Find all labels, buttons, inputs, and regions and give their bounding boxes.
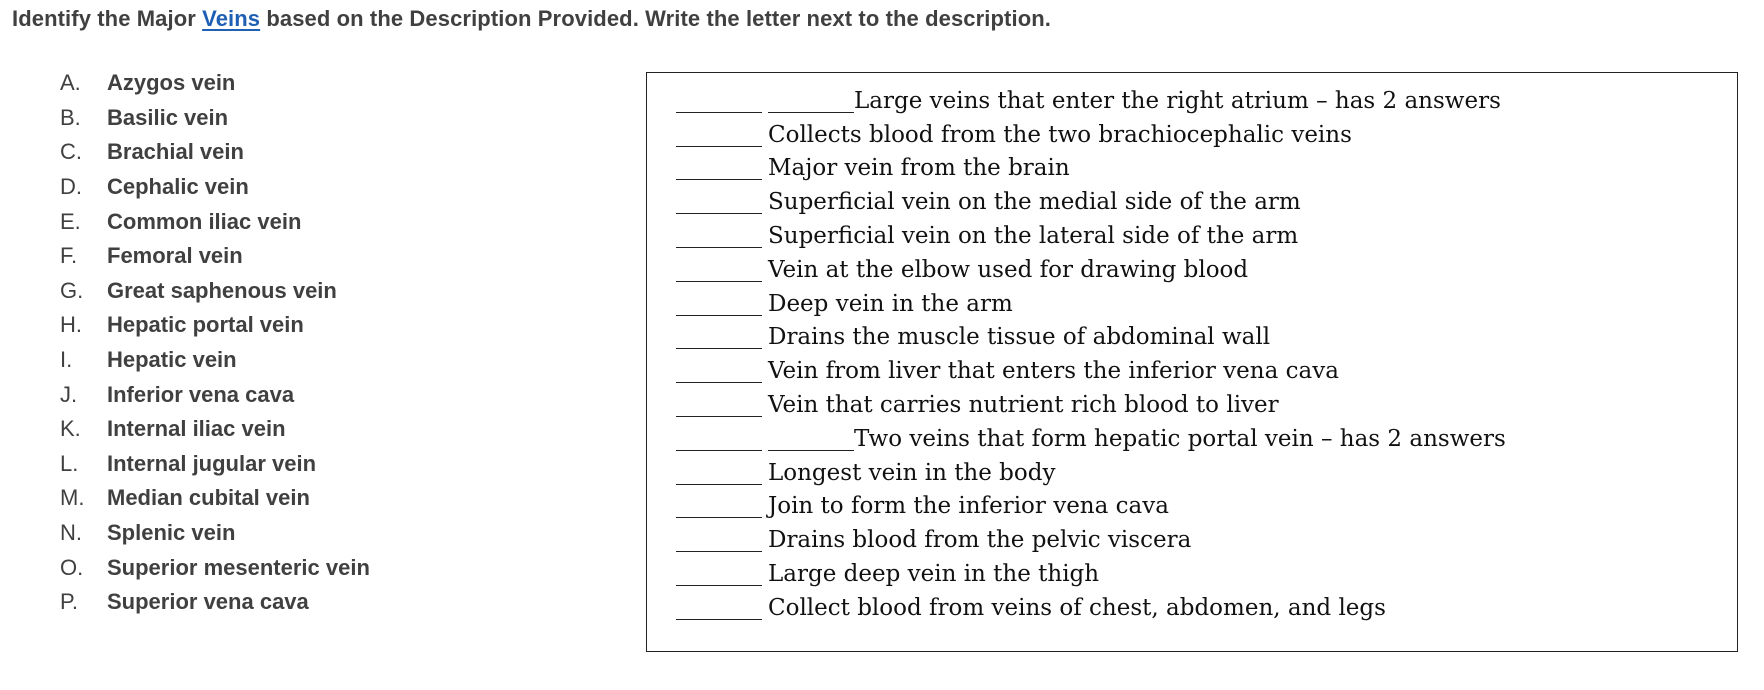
question-item: [676, 83, 1506, 117]
answer-text: Splenic vein: [107, 520, 236, 546]
answer-text: Hepatic portal vein: [107, 312, 304, 338]
answer-item: [60, 516, 370, 551]
answer-blank[interactable]: [676, 493, 762, 518]
question-item: [676, 421, 1506, 455]
answer-letter: D.: [60, 174, 82, 200]
question-text: Drains blood from the pelvic viscera: [768, 527, 1192, 554]
heading-text-end: based on the Description Provided. Write the letter next to the description.: [260, 6, 1051, 31]
answer-item: [60, 101, 370, 136]
answer-item: [60, 481, 370, 516]
answer-blank[interactable]: [676, 291, 762, 316]
answer-text: Azygos vein: [107, 70, 236, 96]
answer-letter: N.: [60, 520, 82, 546]
question-text: Superficial vein on the lateral side of the arm: [768, 222, 1299, 249]
answer-letter: O.: [60, 554, 84, 580]
answer-letter: P.: [60, 589, 78, 615]
answer-blank[interactable]: [676, 223, 762, 248]
answer-blank[interactable]: [676, 358, 762, 383]
question-item: [676, 252, 1506, 286]
answer-text: Inferior vena cava: [107, 381, 295, 407]
answer-blank[interactable]: [676, 324, 762, 349]
answer-letter: I.: [60, 347, 73, 373]
answer-text: Cephalic vein: [107, 174, 249, 200]
question-item: [676, 455, 1506, 489]
question-text: Large veins that enter the right atrium – has 2 answers: [854, 87, 1501, 114]
question-text: Superficial vein on the medial side of the arm: [768, 189, 1301, 216]
question-item: [676, 320, 1506, 354]
answer-item: [60, 274, 370, 309]
answer-blank[interactable]: [676, 426, 762, 451]
question-text: Longest vein in the body: [768, 459, 1056, 486]
answer-blank[interactable]: [676, 460, 762, 485]
answer-letter: A.: [60, 70, 81, 96]
answer-item: [60, 135, 370, 170]
question-text: Collects blood from the two brachiocephalic veins: [768, 121, 1352, 148]
veins-link[interactable]: Veins: [202, 6, 261, 31]
answer-key-list: [60, 66, 370, 620]
answer-blank[interactable]: [768, 426, 854, 451]
answer-letter: E.: [60, 208, 81, 234]
answer-item: [60, 447, 370, 482]
question-list: [676, 83, 1506, 624]
answer-blank[interactable]: [676, 88, 762, 113]
answer-text: Median cubital vein: [107, 485, 310, 511]
answer-blank[interactable]: [676, 257, 762, 282]
answer-item: [60, 412, 370, 447]
answer-blank[interactable]: [676, 561, 762, 586]
answer-item: [60, 377, 370, 412]
answer-text: Superior mesenteric vein: [107, 554, 370, 580]
answer-text: Internal iliac vein: [107, 416, 286, 442]
question-item: [676, 353, 1506, 387]
question-text: Two veins that form hepatic portal vein – has 2 answers: [854, 425, 1506, 452]
answer-item: [60, 308, 370, 343]
question-text: Vein from liver that enters the inferior vena cava: [768, 358, 1339, 385]
question-item: [676, 286, 1506, 320]
answer-letter: L.: [60, 450, 79, 476]
question-text: Join to form the inferior vena cava: [768, 493, 1169, 520]
answer-letter: H.: [60, 312, 82, 338]
answer-letter: C.: [60, 139, 82, 165]
question-item: [676, 117, 1506, 151]
question-item: [676, 590, 1506, 624]
answer-blank[interactable]: [676, 122, 762, 147]
answer-letter: K.: [60, 416, 81, 442]
answer-text: Brachial vein: [107, 139, 244, 165]
answer-letter: M.: [60, 485, 85, 511]
answer-text: Superior vena cava: [107, 589, 309, 615]
question-text: Vein at the elbow used for drawing blood: [768, 256, 1249, 283]
question-text: Major vein from the brain: [768, 155, 1070, 182]
answer-blank[interactable]: [676, 595, 762, 620]
question-text: Collect blood from veins of chest, abdomen, and legs: [768, 594, 1386, 621]
answer-text: Common iliac vein: [107, 208, 302, 234]
answer-item: [60, 66, 370, 101]
question-text: Deep vein in the arm: [768, 290, 1013, 317]
answer-letter: F.: [60, 243, 78, 269]
answer-blank[interactable]: [676, 155, 762, 180]
answer-item: [60, 239, 370, 274]
question-item: [676, 522, 1506, 556]
answer-blank[interactable]: [676, 392, 762, 417]
answer-blank[interactable]: [676, 527, 762, 552]
question-item: [676, 151, 1506, 185]
answer-text: Great saphenous vein: [107, 277, 337, 303]
question-text: Drains the muscle tissue of abdominal wall: [768, 324, 1271, 351]
question-text: Vein that carries nutrient rich blood to liver: [768, 391, 1279, 418]
answer-blank[interactable]: [676, 189, 762, 214]
answer-text: Basilic vein: [107, 104, 229, 130]
answer-text: Internal jugular vein: [107, 450, 317, 476]
question-item: [676, 218, 1506, 252]
answer-text: Femoral vein: [107, 243, 243, 269]
answer-item: [60, 204, 370, 239]
answer-letter: J.: [60, 381, 78, 407]
question-item: [676, 184, 1506, 218]
answer-text: Hepatic vein: [107, 347, 237, 373]
question-item: [676, 489, 1506, 523]
answer-blank[interactable]: [768, 88, 854, 113]
answer-item: [60, 170, 370, 205]
answer-item: [60, 343, 370, 378]
question-box: [646, 72, 1738, 652]
page-heading: [12, 6, 1051, 32]
question-text: Large deep vein in the thigh: [768, 560, 1100, 587]
answer-item: [60, 585, 370, 620]
question-item: [676, 387, 1506, 421]
answer-item: [60, 550, 370, 585]
answer-letter: G.: [60, 277, 84, 303]
answer-letter: B.: [60, 104, 81, 130]
question-item: [676, 556, 1506, 590]
heading-text-start: Identify the Major: [12, 6, 203, 31]
